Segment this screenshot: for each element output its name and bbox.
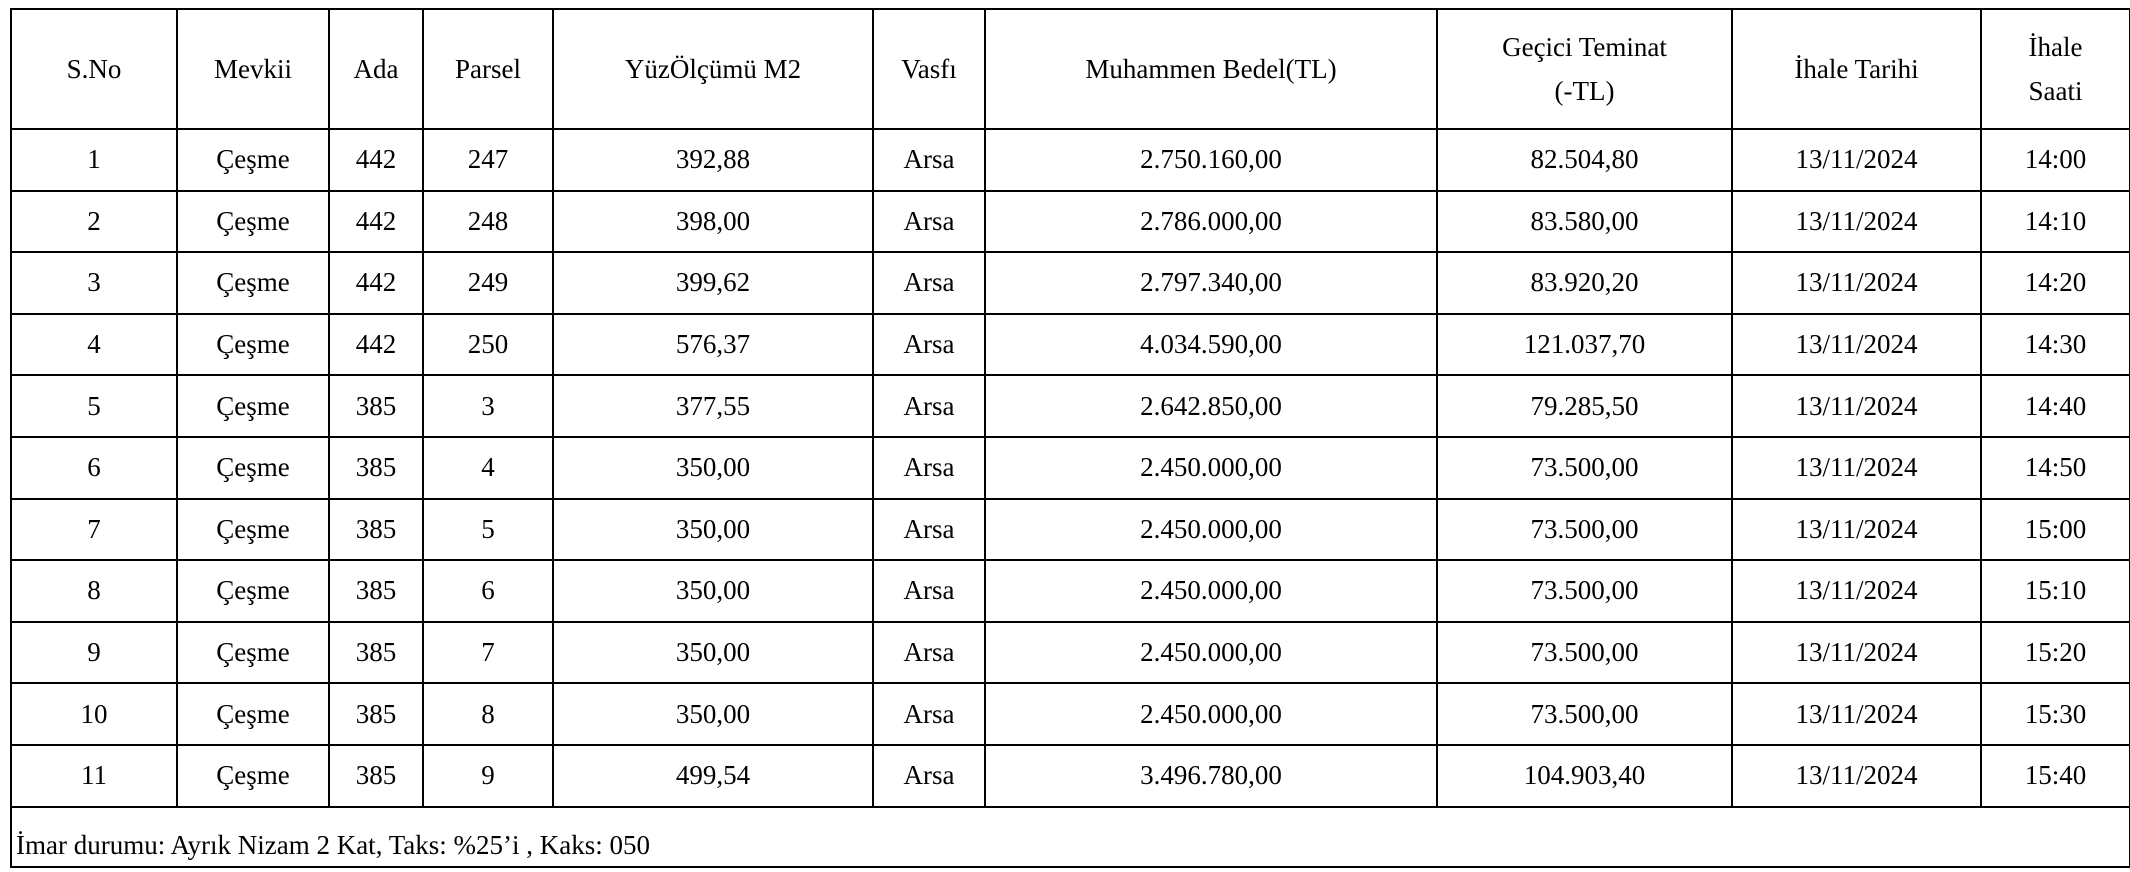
- header-cell-gecici-teminat: [1437, 9, 1732, 129]
- cell-parsel: 5: [423, 499, 553, 561]
- header-line: Saati: [2028, 76, 2083, 106]
- header-cell-ihale-saati: [1981, 9, 2130, 129]
- cell-mevkii: Çeşme: [177, 191, 329, 253]
- cell-ada: 385: [329, 622, 423, 684]
- cell-gecici-teminat: 79.285,50: [1437, 375, 1732, 437]
- cell-ada: 442: [329, 191, 423, 253]
- cell-mevkii: Çeşme: [177, 252, 329, 314]
- cell-sno: 8: [11, 560, 177, 622]
- cell-parsel: 6: [423, 560, 553, 622]
- header-cell-yuzolcumu: YüzÖlçümü M2: [553, 9, 873, 129]
- cell-ihale-tarihi: 13/11/2024: [1732, 499, 1981, 561]
- cell-vasfi: Arsa: [873, 129, 985, 191]
- cell-parsel: 8: [423, 683, 553, 745]
- cell-gecici-teminat: 83.580,00: [1437, 191, 1732, 253]
- cell-vasfi: Arsa: [873, 314, 985, 376]
- cell-parsel: 250: [423, 314, 553, 376]
- document-page: [10, 8, 2130, 868]
- table-row: [11, 683, 2130, 745]
- cell-ada: 385: [329, 499, 423, 561]
- table-row: [11, 745, 2130, 807]
- cell-gecici-teminat: 121.037,70: [1437, 314, 1732, 376]
- cell-ihale-saati: 14:10: [1981, 191, 2130, 253]
- cell-gecici-teminat: 83.920,20: [1437, 252, 1732, 314]
- cell-yuzolcumu: 350,00: [553, 622, 873, 684]
- cell-yuzolcumu: 350,00: [553, 437, 873, 499]
- cell-ihale-saati: 14:40: [1981, 375, 2130, 437]
- cell-vasfi: Arsa: [873, 499, 985, 561]
- cell-muhammen-bedel: 2.642.850,00: [985, 375, 1437, 437]
- cell-ihale-tarihi: 13/11/2024: [1732, 683, 1981, 745]
- cell-gecici-teminat: 104.903,40: [1437, 745, 1732, 807]
- cell-ihale-tarihi: 13/11/2024: [1732, 129, 1981, 191]
- cell-yuzolcumu: 350,00: [553, 683, 873, 745]
- cell-sno: 11: [11, 745, 177, 807]
- cell-muhammen-bedel: 2.450.000,00: [985, 622, 1437, 684]
- cell-vasfi: Arsa: [873, 437, 985, 499]
- header-cell-ada: Ada: [329, 9, 423, 129]
- cell-ihale-tarihi: 13/11/2024: [1732, 622, 1981, 684]
- table-row: [11, 560, 2130, 622]
- cell-muhammen-bedel: 2.450.000,00: [985, 560, 1437, 622]
- cell-muhammen-bedel: 2.450.000,00: [985, 499, 1437, 561]
- cell-yuzolcumu: 499,54: [553, 745, 873, 807]
- cell-yuzolcumu: 350,00: [553, 560, 873, 622]
- auction-table: [10, 8, 2130, 868]
- cell-gecici-teminat: 73.500,00: [1437, 622, 1732, 684]
- cell-mevkii: Çeşme: [177, 560, 329, 622]
- cell-gecici-teminat: 73.500,00: [1437, 560, 1732, 622]
- table-row: [11, 437, 2130, 499]
- cell-vasfi: Arsa: [873, 375, 985, 437]
- cell-muhammen-bedel: 2.786.000,00: [985, 191, 1437, 253]
- table-body: [11, 129, 2130, 867]
- header-line: (-TL): [1554, 76, 1615, 106]
- cell-yuzolcumu: 576,37: [553, 314, 873, 376]
- cell-ada: 442: [329, 314, 423, 376]
- cell-gecici-teminat: 73.500,00: [1437, 437, 1732, 499]
- cell-mevkii: Çeşme: [177, 683, 329, 745]
- cell-vasfi: Arsa: [873, 560, 985, 622]
- cell-ihale-saati: 14:20: [1981, 252, 2130, 314]
- cell-ada: 385: [329, 375, 423, 437]
- cell-parsel: 247: [423, 129, 553, 191]
- table-row: [11, 129, 2130, 191]
- cell-ihale-saati: 15:10: [1981, 560, 2130, 622]
- cell-ihale-saati: 15:30: [1981, 683, 2130, 745]
- table-row: [11, 191, 2130, 253]
- cell-muhammen-bedel: 2.450.000,00: [985, 437, 1437, 499]
- table-row: [11, 314, 2130, 376]
- cell-ihale-saati: 14:30: [1981, 314, 2130, 376]
- cell-mevkii: Çeşme: [177, 745, 329, 807]
- cell-sno: 1: [11, 129, 177, 191]
- cell-mevkii: Çeşme: [177, 499, 329, 561]
- header-cell-vasfi: Vasfı: [873, 9, 985, 129]
- cell-mevkii: Çeşme: [177, 437, 329, 499]
- cell-yuzolcumu: 392,88: [553, 129, 873, 191]
- cell-parsel: 7: [423, 622, 553, 684]
- cell-parsel: 9: [423, 745, 553, 807]
- cell-vasfi: Arsa: [873, 622, 985, 684]
- header-line: Geçici Teminat: [1502, 32, 1667, 62]
- cell-mevkii: Çeşme: [177, 129, 329, 191]
- header-cell-parsel: Parsel: [423, 9, 553, 129]
- cell-yuzolcumu: 377,55: [553, 375, 873, 437]
- cell-parsel: 248: [423, 191, 553, 253]
- table-row: [11, 375, 2130, 437]
- cell-ihale-tarihi: 13/11/2024: [1732, 191, 1981, 253]
- cell-mevkii: Çeşme: [177, 375, 329, 437]
- cell-yuzolcumu: 398,00: [553, 191, 873, 253]
- cell-sno: 4: [11, 314, 177, 376]
- header-row: [11, 9, 2130, 129]
- cell-ihale-tarihi: 13/11/2024: [1732, 437, 1981, 499]
- cell-parsel: 249: [423, 252, 553, 314]
- header-cell-mevkii: Mevkii: [177, 9, 329, 129]
- cell-mevkii: Çeşme: [177, 622, 329, 684]
- cell-ihale-saati: 14:00: [1981, 129, 2130, 191]
- cell-sno: 5: [11, 375, 177, 437]
- cell-muhammen-bedel: 2.797.340,00: [985, 252, 1437, 314]
- cell-yuzolcumu: 350,00: [553, 499, 873, 561]
- cell-ada: 385: [329, 683, 423, 745]
- cell-muhammen-bedel: 4.034.590,00: [985, 314, 1437, 376]
- cell-ihale-tarihi: 13/11/2024: [1732, 560, 1981, 622]
- cell-vasfi: Arsa: [873, 745, 985, 807]
- cell-ada: 385: [329, 560, 423, 622]
- zoning-note: İmar durumu: Ayrık Nizam 2 Kat, Taks: %25’i , Kaks: 050: [11, 807, 2130, 867]
- cell-vasfi: Arsa: [873, 683, 985, 745]
- cell-sno: 10: [11, 683, 177, 745]
- header-cell-ihale-tarihi: İhale Tarihi: [1732, 9, 1981, 129]
- cell-gecici-teminat: 73.500,00: [1437, 499, 1732, 561]
- cell-parsel: 3: [423, 375, 553, 437]
- cell-ihale-tarihi: 13/11/2024: [1732, 375, 1981, 437]
- cell-ada: 442: [329, 129, 423, 191]
- cell-ada: 385: [329, 745, 423, 807]
- table-header: [11, 9, 2130, 129]
- cell-ihale-saati: 15:00: [1981, 499, 2130, 561]
- cell-ihale-tarihi: 13/11/2024: [1732, 314, 1981, 376]
- cell-ihale-saati: 14:50: [1981, 437, 2130, 499]
- header-cell-sno: S.No: [11, 9, 177, 129]
- cell-gecici-teminat: 82.504,80: [1437, 129, 1732, 191]
- cell-sno: 3: [11, 252, 177, 314]
- cell-sno: 2: [11, 191, 177, 253]
- cell-ada: 385: [329, 437, 423, 499]
- note-row: [11, 807, 2130, 867]
- cell-muhammen-bedel: 2.750.160,00: [985, 129, 1437, 191]
- cell-sno: 7: [11, 499, 177, 561]
- cell-ihale-saati: 15:20: [1981, 622, 2130, 684]
- cell-ihale-tarihi: 13/11/2024: [1732, 252, 1981, 314]
- cell-ada: 442: [329, 252, 423, 314]
- cell-gecici-teminat: 73.500,00: [1437, 683, 1732, 745]
- cell-muhammen-bedel: 3.496.780,00: [985, 745, 1437, 807]
- table-row: [11, 499, 2130, 561]
- cell-ihale-tarihi: 13/11/2024: [1732, 745, 1981, 807]
- cell-vasfi: Arsa: [873, 252, 985, 314]
- table-row: [11, 622, 2130, 684]
- cell-sno: 9: [11, 622, 177, 684]
- cell-yuzolcumu: 399,62: [553, 252, 873, 314]
- cell-mevkii: Çeşme: [177, 314, 329, 376]
- cell-parsel: 4: [423, 437, 553, 499]
- cell-sno: 6: [11, 437, 177, 499]
- header-cell-muhammen-bedel: Muhammen Bedel(TL): [985, 9, 1437, 129]
- cell-ihale-saati: 15:40: [1981, 745, 2130, 807]
- cell-vasfi: Arsa: [873, 191, 985, 253]
- cell-muhammen-bedel: 2.450.000,00: [985, 683, 1437, 745]
- table-row: [11, 252, 2130, 314]
- header-line: İhale: [2028, 32, 2083, 62]
